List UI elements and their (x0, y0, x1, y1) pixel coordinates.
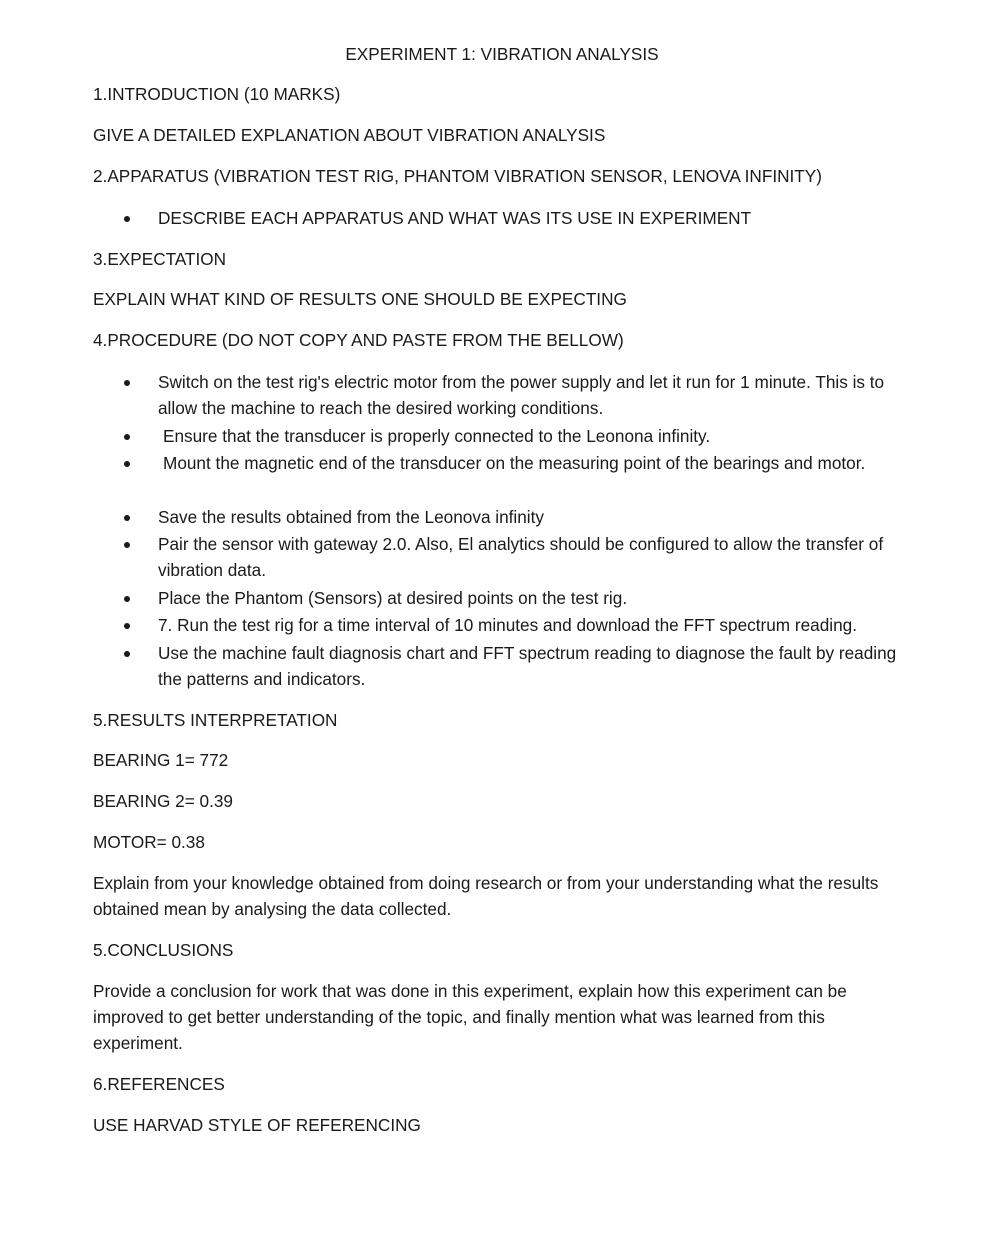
bullet-icon (124, 542, 130, 548)
expectation-heading: 3.EXPECTATION (93, 249, 227, 269)
procedure-step-text: Place the Phantom (Sensors) at desired points on the test rig. (158, 588, 628, 608)
bullet-icon (124, 623, 130, 629)
introduction-heading: 1.INTRODUCTION (10 MARKS) (93, 84, 341, 104)
bullet-icon (124, 216, 130, 222)
bearing-1-value: BEARING 1= 772 (93, 750, 229, 770)
bullet-icon (124, 651, 130, 657)
procedure-step-text: Mount the magnetic end of the transducer on the measuring point of the bearings and motor. (163, 453, 866, 473)
references-heading: 6.REFERENCES (93, 1074, 225, 1094)
bullet-icon (124, 380, 130, 386)
results-text: Explain from your knowledge obtained from doing research or from your understanding what the results obtained mean by analysing the data collected. (93, 873, 879, 919)
bullet-icon (124, 461, 130, 467)
results-heading: 5.RESULTS INTERPRETATION (93, 710, 338, 730)
bearing-2-value: BEARING 2= 0.39 (93, 791, 233, 811)
conclusions-text: Provide a conclusion for work that was done in this experiment, explain how this experiment can be improved to get better understanding of the topic, and finally mention what was learned from this experiment. (93, 981, 847, 1053)
apparatus-bullet-text: DESCRIBE EACH APPARATUS AND WHAT WAS ITS USE IN EXPERIMENT (158, 208, 752, 228)
procedure-step-text: 7. Run the test rig for a time interval of 10 minutes and download the FFT spectrum reading. (158, 615, 857, 635)
procedure-step-text: Use the machine fault diagnosis chart and FFT spectrum reading to diagnose the fault by reading the patterns and indicators. (158, 643, 897, 689)
bullet-icon (124, 434, 130, 440)
motor-value: MOTOR= 0.38 (93, 832, 205, 852)
procedure-step-text: Pair the sensor with gateway 2.0. Also, El analytics should be configured to allow the transfer of vibration data. (158, 534, 884, 580)
procedure-heading: 4.PROCEDURE (DO NOT COPY AND PASTE FROM THE BELLOW) (93, 330, 624, 350)
introduction-text: GIVE A DETAILED EXPLANATION ABOUT VIBRATION ANALYSIS (93, 125, 606, 145)
bullet-icon (124, 515, 130, 521)
bullet-icon (124, 596, 130, 602)
expectation-text: EXPLAIN WHAT KIND OF RESULTS ONE SHOULD BE EXPECTING (93, 289, 627, 309)
references-text: USE HARVAD STYLE OF REFERENCING (93, 1115, 421, 1135)
apparatus-heading: 2.APPARATUS (VIBRATION TEST RIG, PHANTOM VIBRATION SENSOR, LENOVA INFINITY) (93, 166, 822, 186)
procedure-step-text: Switch on the test rig's electric motor from the power supply and let it run for 1 minute. This is to allow the machine to reach the desired working conditions. (158, 372, 885, 418)
procedure-step-text: Ensure that the transducer is properly connected to the Leonona infinity. (163, 426, 711, 446)
conclusions-heading: 5.CONCLUSIONS (93, 940, 234, 960)
procedure-step-text: Save the results obtained from the Leonova infinity (158, 507, 544, 527)
document-title: EXPERIMENT 1: VIBRATION ANALYSIS (345, 44, 659, 64)
